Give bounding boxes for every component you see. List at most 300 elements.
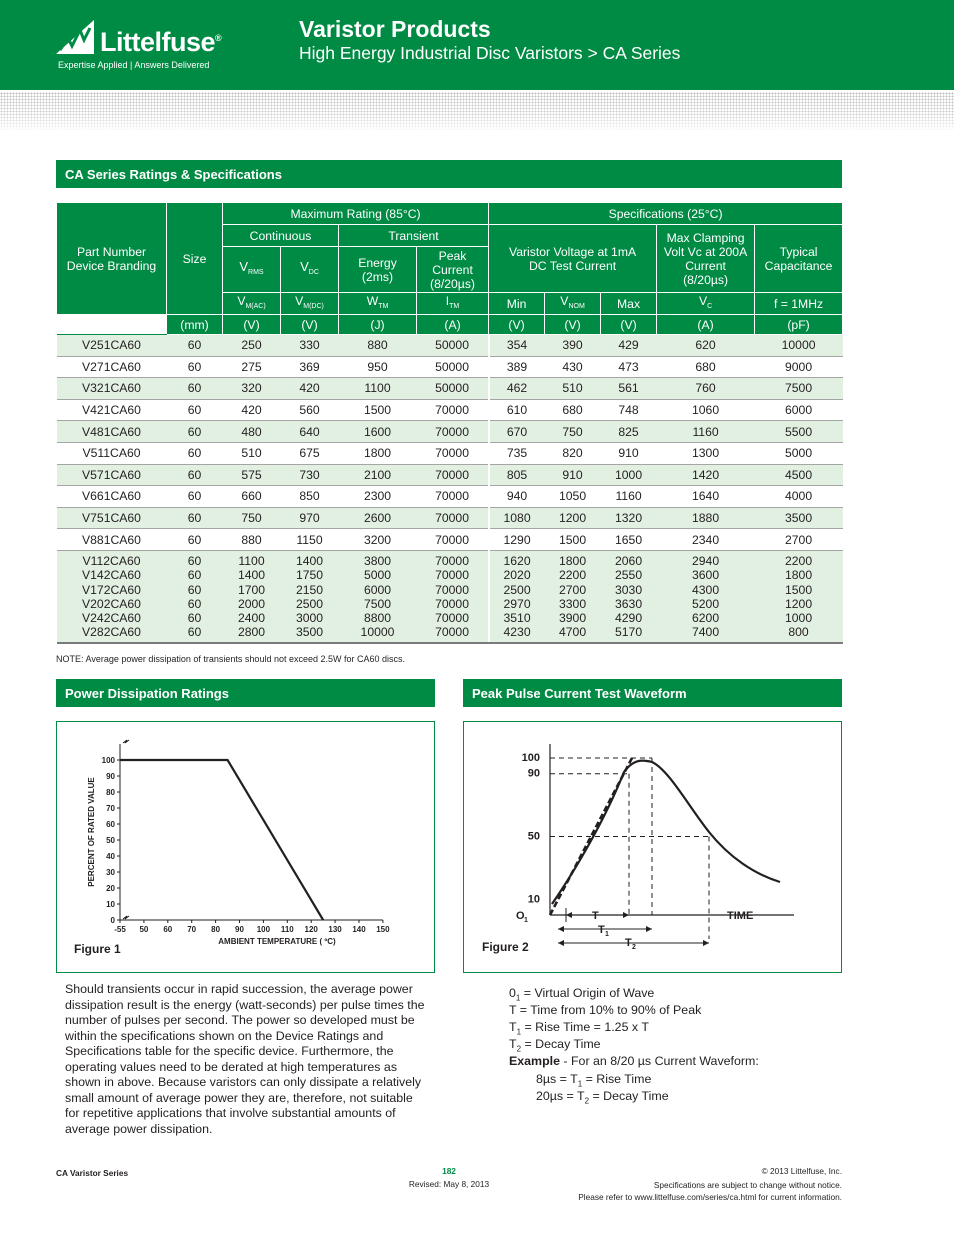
table-cell-line: 4300 <box>691 582 720 597</box>
table-cell: 5000 <box>755 442 843 464</box>
sym-frequency: f = 1MHz <box>755 293 843 315</box>
table-cell-line: 3900 <box>558 611 587 626</box>
table-cell: 70000 <box>417 442 489 464</box>
x-tick-label: 130 <box>328 925 342 934</box>
table-cell: 1060 <box>657 399 755 421</box>
span-t2-arrow-start <box>558 940 564 946</box>
table-cell: 70000 <box>417 507 489 529</box>
origin-label-sub: 1 <box>524 917 528 924</box>
table-cell-line: 70000 <box>435 625 469 640</box>
power-dissipation-chart <box>57 722 434 972</box>
col-energy: Energy (2ms) <box>339 247 417 293</box>
x-tick-label: 100 <box>256 925 271 934</box>
sym-wtm: $W_{TM}$ <box>339 293 417 315</box>
table-cell-line: 2060 <box>614 553 643 568</box>
table-cell: 1000 <box>601 464 657 486</box>
table-cell-line: 60 <box>187 611 202 626</box>
unit-cell: (mm) <box>167 315 223 335</box>
table-cell: 880 <box>339 335 417 357</box>
def-t2: $T_2$ = Decay Time <box>509 1037 601 1054</box>
y-tick-label: 60 <box>106 820 115 829</box>
table-cell: V251CA60 <box>57 335 167 357</box>
table-cell: 640 <box>281 421 339 443</box>
table-cell-line: 2800 <box>237 625 266 640</box>
table-cell: 330 <box>281 335 339 357</box>
x-tick-label: 50 <box>139 925 149 934</box>
table-cell: 1080 <box>489 507 545 529</box>
table-cell-line: 60 <box>187 568 202 583</box>
table-row <box>57 335 843 357</box>
sym-vnom: $V_{NOM}$ <box>545 293 601 315</box>
table-cell: 430 <box>545 356 601 378</box>
table-cell: V511CA60 <box>57 442 167 464</box>
table-cell: 1650 <box>601 529 657 551</box>
table-cell: 680 <box>657 356 755 378</box>
table-cell-line: 2200 <box>784 553 813 568</box>
y-tick-label: 40 <box>106 852 115 861</box>
axis-break-bottom <box>123 916 129 919</box>
table-cell-line: 7400 <box>691 625 720 640</box>
table-cell: 575 <box>223 464 281 486</box>
table-cell: 1150 <box>281 529 339 551</box>
table-note: NOTE: Average power dissipation of transients should not exceed 2.5W for CA60 discs. <box>56 654 406 664</box>
x-tick-label: 90 <box>235 925 244 934</box>
table-cell: 369 <box>281 356 339 378</box>
unit-cell: (J) <box>339 315 417 335</box>
table-cell: 680 <box>545 399 601 421</box>
table-cell: 9000 <box>755 356 843 378</box>
ratings-body <box>57 335 843 643</box>
table-cell: 1880 <box>657 507 755 529</box>
y-tick-label: 100 <box>521 752 540 764</box>
y-tick-label: 10 <box>106 900 115 909</box>
table-cell: 50000 <box>417 356 489 378</box>
y-tick-label: 0 <box>110 916 115 925</box>
page-header <box>0 0 954 90</box>
col-varistor-voltage: Varistor Voltage at 1mA DC Test Current <box>489 225 657 293</box>
table-cell-stack <box>281 550 339 642</box>
table-cell: V271CA60 <box>57 356 167 378</box>
table-cell: 1420 <box>657 464 755 486</box>
x-tick-label: -55 <box>114 925 126 934</box>
table-cell-line: 60 <box>187 596 202 611</box>
table-cell: 420 <box>223 399 281 421</box>
table-cell-line: 2500 <box>295 596 324 611</box>
subgroup-transient: Transient <box>339 225 489 247</box>
table-cell-line: 8800 <box>363 611 392 626</box>
table-cell-line: 3030 <box>614 582 643 597</box>
table-cell: 910 <box>601 442 657 464</box>
power-dissipation-text: Should transients occur in rapid succession, the average power dissipation result is the energy (watt-seconds) per pulse times the number of pulses per second. The power so developed must be within the specifications shown on the Device Ratings and Specifications table for the specific device. Furthermore, the operating values need to be derated at high temperatures as shown in above. Because varistors can only dissipate a relatively small amount of average power they are, therefore, not suitable for repetitive applications that involve substantial amounts of average power dissipation. <box>65 982 425 1136</box>
x-tick-label: 150 <box>376 925 390 934</box>
table-cell: 950 <box>339 356 417 378</box>
table-cell: 1050 <box>545 486 601 508</box>
y-tick-label: 70 <box>106 804 115 813</box>
unit-cell: (A) <box>657 315 755 335</box>
table-cell: 7500 <box>755 378 843 400</box>
table-cell-stack <box>489 550 545 642</box>
table-cell: 1160 <box>657 421 755 443</box>
table-cell: 805 <box>489 464 545 486</box>
col-capacitance: Typical Capacitance <box>755 225 843 293</box>
table-cell: 2600 <box>339 507 417 529</box>
table-cell: 60 <box>167 464 223 486</box>
table-cell: V481CA60 <box>57 421 167 443</box>
table-cell-line: 1800 <box>558 553 587 568</box>
table-cell-stack <box>755 550 843 642</box>
table-cell-line: 7500 <box>363 596 392 611</box>
x-tick-label: 60 <box>163 925 173 934</box>
def-t: T = Time from 10% to 90% of Peak <box>509 1003 702 1017</box>
table-cell: V321CA60 <box>57 378 167 400</box>
table-cell: 1800 <box>339 442 417 464</box>
table-cell-line: 2550 <box>614 568 643 583</box>
table-cell-line: 2940 <box>691 553 720 568</box>
table-cell: 2340 <box>657 529 755 551</box>
table-cell: 1500 <box>339 399 417 421</box>
y-tick-label: 50 <box>106 836 115 845</box>
x-axis-label: AMBIENT TEMPERATURE ( ºC) <box>218 937 336 946</box>
table-cell-line: 10000 <box>360 625 395 640</box>
t2-label-sub: 2 <box>632 944 636 951</box>
table-cell-line: 3300 <box>558 596 587 611</box>
table-cell-stack <box>339 550 417 642</box>
table-cell-stack <box>417 550 489 642</box>
table-cell-stack <box>545 550 601 642</box>
table-cell-line: 60 <box>187 553 202 568</box>
table-cell: 60 <box>167 529 223 551</box>
table-cell: 820 <box>545 442 601 464</box>
table-cell: 1160 <box>601 486 657 508</box>
footer-page-number: 182 <box>442 1166 456 1176</box>
table-cell: 320 <box>223 378 281 400</box>
span-t-arrow-end <box>623 912 629 918</box>
sym-min: Min <box>489 293 545 315</box>
unit-cell: (V) <box>281 315 339 335</box>
table-cell: 748 <box>601 399 657 421</box>
table-cell: 750 <box>545 421 601 443</box>
table-cell: 60 <box>167 335 223 357</box>
table-cell: 70000 <box>417 399 489 421</box>
table-cell-line: 800 <box>788 625 809 640</box>
table-cell-line: V112CA60 <box>82 553 141 568</box>
table-cell-line: 2500 <box>503 582 531 597</box>
table-cell: 730 <box>281 464 339 486</box>
table-cell-line: 2000 <box>237 596 266 611</box>
figure-1-box <box>56 721 435 973</box>
table-cell: 561 <box>601 378 657 400</box>
col-vdc: $V_{DC}$ <box>281 247 339 293</box>
power-dissipation-title: Power Dissipation Ratings <box>56 679 435 707</box>
table-cell-line: V202CA60 <box>82 596 141 611</box>
table-cell-line: 3600 <box>691 568 720 583</box>
table-cell-stack <box>601 550 657 642</box>
table-cell-line: 1750 <box>295 568 324 583</box>
table-cell: 10000 <box>755 335 843 357</box>
table-cell-line: 70000 <box>435 582 469 597</box>
table-cell: 3200 <box>339 529 417 551</box>
span-t-arrow-start <box>566 912 572 918</box>
time-axis-label: TIME <box>727 910 754 922</box>
table-cell: 910 <box>545 464 601 486</box>
logo-tagline: Expertise Applied | Answers Delivered <box>58 60 210 70</box>
table-cell-line: 4700 <box>558 625 587 640</box>
axis-break-top <box>123 740 129 743</box>
table-cell: 1200 <box>545 507 601 529</box>
table-cell-line: 1100 <box>238 553 265 568</box>
table-cell-line: 5170 <box>614 625 643 640</box>
y-tick-label: 20 <box>106 884 115 893</box>
table-cell: 3500 <box>755 507 843 529</box>
sym-itm: $I_{TM}$ <box>417 293 489 315</box>
table-cell: 5500 <box>755 421 843 443</box>
table-cell: V661CA60 <box>57 486 167 508</box>
table-cell: 60 <box>167 399 223 421</box>
table-cell: 429 <box>601 335 657 357</box>
unit-cell: (V) <box>223 315 281 335</box>
footer-series: CA Varistor Series <box>56 1168 129 1178</box>
table-cell: 462 <box>489 378 545 400</box>
x-tick-label: 140 <box>352 925 366 934</box>
table-cell-line: 1200 <box>784 596 813 611</box>
table-cell-stack <box>657 550 755 642</box>
unit-cell: (V) <box>601 315 657 335</box>
table-cell: V751CA60 <box>57 507 167 529</box>
table-cell-line: 5000 <box>363 568 392 583</box>
unit-cell: (pF) <box>755 315 843 335</box>
col-peak-current: Peak Current (8/20µs) <box>417 247 489 293</box>
table-cell: 2100 <box>339 464 417 486</box>
table-cell: 760 <box>657 378 755 400</box>
table-cell: 4500 <box>755 464 843 486</box>
table-cell: 473 <box>601 356 657 378</box>
table-cell: 4000 <box>755 486 843 508</box>
table-cell: 389 <box>489 356 545 378</box>
table-cell-line: 1400 <box>237 568 266 583</box>
y-axis-label: PERCENT OF RATED VALUE <box>87 777 96 887</box>
unit-cell: (V) <box>489 315 545 335</box>
table-cell-line: 5200 <box>691 596 720 611</box>
table-cell: V421CA60 <box>57 399 167 421</box>
table-cell-line: 3630 <box>614 596 643 611</box>
t2-label: T <box>625 937 632 949</box>
t1-label: T <box>598 924 605 936</box>
table-cell: 250 <box>223 335 281 357</box>
table-cell: 50000 <box>417 378 489 400</box>
figure-2-label: Figure 2 <box>482 940 529 954</box>
table-cell-line: 2970 <box>503 596 531 611</box>
col-part-number: Part Number Device Branding <box>57 203 167 315</box>
table-cell-line: 60 <box>187 582 202 597</box>
waveform-chart <box>464 722 841 972</box>
table-cell: 735 <box>489 442 545 464</box>
table-cell: 620 <box>657 335 755 357</box>
table-row <box>57 507 843 529</box>
table-cell: 970 <box>281 507 339 529</box>
table-cell-line: V242CA60 <box>82 611 141 626</box>
current-waveform <box>552 761 780 904</box>
table-cell-line: 60 <box>187 625 202 640</box>
table-cell: 670 <box>489 421 545 443</box>
y-tick-label: 90 <box>106 772 115 781</box>
table-cell: 1600 <box>339 421 417 443</box>
table-cell: 510 <box>545 378 601 400</box>
derating-curve <box>120 760 323 920</box>
table-cell-line: 70000 <box>435 611 469 626</box>
y-tick-label: 100 <box>101 756 115 765</box>
ratings-table <box>56 202 843 644</box>
table-cell-line: 1620 <box>503 553 531 568</box>
table-row <box>57 486 843 508</box>
x-tick-label: 70 <box>187 925 197 934</box>
table-cell: 60 <box>167 486 223 508</box>
table-cell: 420 <box>281 378 339 400</box>
table-cell: 60 <box>167 356 223 378</box>
table-cell-line: 6200 <box>691 611 720 626</box>
sym-vm-dc: $V_{M(DC)}$ <box>281 293 339 315</box>
span-t1-arrow-start <box>558 926 564 932</box>
table-cell: V571CA60 <box>57 464 167 486</box>
table-cell: 70000 <box>417 464 489 486</box>
table-cell: 70000 <box>417 486 489 508</box>
def-example: Example - For an 8/20 µs Current Waveform: <box>509 1054 759 1068</box>
footer-copyright: © 2013 Littelfuse, Inc. <box>761 1166 842 1176</box>
x-tick-label: 80 <box>211 925 221 934</box>
table-cell-line: 6000 <box>363 582 392 597</box>
y-tick-label: 80 <box>106 788 115 797</box>
table-row <box>57 442 843 464</box>
table-cell: 880 <box>223 529 281 551</box>
table-cell: 750 <box>223 507 281 529</box>
sym-vm-ac: $V_{M(AC)}$ <box>223 293 281 315</box>
subgroup-continuous: Continuous <box>223 225 339 247</box>
unit-cell: (A) <box>417 315 489 335</box>
t-label: T <box>592 910 599 922</box>
ratings-section-title: CA Series Ratings & Specifications <box>56 160 842 188</box>
littelfuse-logo-icon <box>56 20 94 54</box>
table-cell: 480 <box>223 421 281 443</box>
table-cell-stack <box>167 550 223 642</box>
group-max-rating: Maximum Rating (85°C) <box>223 203 489 225</box>
page-title: Varistor Products <box>299 16 491 42</box>
y-tick-label: 30 <box>106 868 115 877</box>
table-cell-stack <box>57 550 167 642</box>
figure-1-label: Figure 1 <box>74 942 121 956</box>
littelfuse-logo: Littelfuse® Expertise Applied | Answers Delivered <box>56 20 226 76</box>
table-cell: V881CA60 <box>57 529 167 551</box>
table-cell-line: 2200 <box>558 568 587 583</box>
table-cell: 1640 <box>657 486 755 508</box>
table-cell: 610 <box>489 399 545 421</box>
table-row <box>57 421 843 443</box>
table-cell: 850 <box>281 486 339 508</box>
footer-revised: Revised: May 8, 2013 <box>408 1179 490 1189</box>
table-row <box>57 464 843 486</box>
table-cell: 1500 <box>545 529 601 551</box>
table-cell: 660 <box>223 486 281 508</box>
table-cell: 825 <box>601 421 657 443</box>
col-vrms: $V_{RMS}$ <box>223 247 281 293</box>
t1-label-sub: 1 <box>605 931 609 938</box>
origin-label: O <box>516 910 525 922</box>
table-cell: 940 <box>489 486 545 508</box>
footer-subject: Specifications are subject to change without notice. <box>653 1180 842 1190</box>
table-cell-line: 1800 <box>784 568 813 583</box>
table-cell: 510 <box>223 442 281 464</box>
table-cell-line: 70000 <box>435 553 469 568</box>
table-cell-line: V282CA60 <box>82 625 141 640</box>
y-tick-label: 50 <box>527 830 540 843</box>
table-cell-line: 3800 <box>363 553 392 568</box>
table-cell-line: 2700 <box>558 582 587 597</box>
x-tick-label: 110 <box>280 925 294 934</box>
table-cell-line: 1000 <box>784 611 813 626</box>
table-cell-line: 2400 <box>237 611 266 626</box>
group-specifications: Specifications (25°C) <box>489 203 843 225</box>
span-t2-arrow-end <box>703 940 709 946</box>
table-cell-line: 2020 <box>503 568 531 583</box>
table-cell: 60 <box>167 421 223 443</box>
table-cell: 675 <box>281 442 339 464</box>
table-row <box>57 378 843 400</box>
table-cell-line: 2150 <box>295 582 324 597</box>
table-cell: 6000 <box>755 399 843 421</box>
x-tick-label: 120 <box>304 925 318 934</box>
table-row <box>57 399 843 421</box>
y-tick-label: 90 <box>527 767 540 780</box>
table-cell-line: V142CA60 <box>82 568 141 583</box>
sym-vc: $V_C$ <box>657 293 755 315</box>
table-cell: 2700 <box>755 529 843 551</box>
table-cell: 60 <box>167 507 223 529</box>
table-cell-line: 4230 <box>503 625 531 640</box>
table-cell-line: 3000 <box>295 611 324 626</box>
table-row <box>57 356 843 378</box>
table-cell-line: 1500 <box>784 582 813 597</box>
table-cell: 560 <box>281 399 339 421</box>
waveform-title: Peak Pulse Current Test Waveform <box>463 679 842 707</box>
table-cell: 60 <box>167 442 223 464</box>
table-cell-line: 1700 <box>237 582 266 597</box>
def-origin: $0_1$ = Virtual Origin of Wave <box>509 986 655 1003</box>
table-cell-line: 1400 <box>295 553 324 568</box>
table-cell: 275 <box>223 356 281 378</box>
table-cell: 50000 <box>417 335 489 357</box>
table-row-group <box>57 550 843 642</box>
figure-2-box <box>463 721 842 973</box>
table-cell-line: 4290 <box>614 611 643 626</box>
units-row <box>57 315 843 335</box>
table-cell: 70000 <box>417 421 489 443</box>
table-cell: 1100 <box>339 378 417 400</box>
footer-refer: Please refer to www.littelfuse.com/series/ca.html for current information. <box>578 1192 842 1202</box>
def-example-decay: $20\mu s = T_2$ = Decay Time <box>536 1089 669 1106</box>
table-cell-stack <box>223 550 281 642</box>
def-t1: $T_1$ = Rise Time = 1.25 x T <box>509 1020 649 1037</box>
table-cell-line: 3510 <box>503 611 531 626</box>
table-cell: 390 <box>545 335 601 357</box>
page-subtitle: High Energy Industrial Disc Varistors > CA Series <box>299 43 681 63</box>
table-cell: 1300 <box>657 442 755 464</box>
def-example-rise: $8\mu s = T_1$ = Rise Time <box>536 1072 652 1089</box>
table-cell-line: 70000 <box>435 596 469 611</box>
table-cell: 70000 <box>417 529 489 551</box>
y-tick-label: 10 <box>527 893 540 906</box>
logo-wordmark: Littelfuse <box>100 27 216 57</box>
unit-cell: (V) <box>545 315 601 335</box>
table-cell-line: 70000 <box>435 568 469 583</box>
table-cell: 2300 <box>339 486 417 508</box>
